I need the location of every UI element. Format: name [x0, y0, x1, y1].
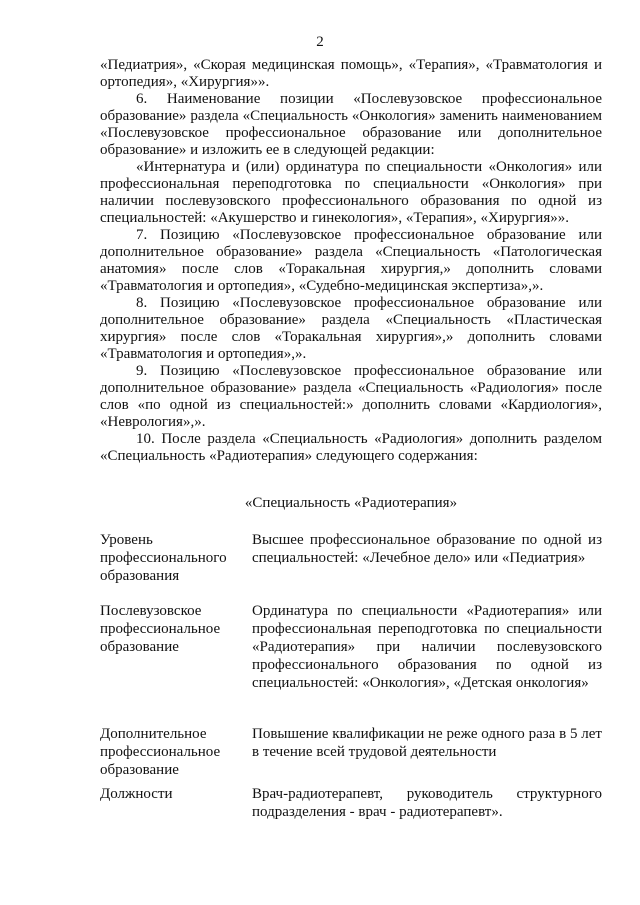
paragraph-item-10: 10. После раздела «Специальность «Радиология» дополнить разделом «Специальность «Радиотерапия» следующего содержания:	[100, 431, 602, 464]
paragraph-item-6: 6. Наименование позиции «Послевузовское профессиональное образование» раздела «Специальность «Онкология» заменить наименованием «Послевузовское профессиональное образование или дополнительное образование» и изложить ее в следующей редакции:	[100, 91, 602, 158]
paragraph-continuation: «Педиатрия», «Скорая медицинская помощь», «Терапия», «Травматология и ортопедия», «Хирургия»».	[100, 57, 602, 90]
row-value: Ординатура по специальности «Радиотерапия» или профессиональная переподготовка по специальности «Радиотерапия» при наличии послевузовского профессионального образования по одной из специальностей: «Онкология», «Детская онкология»	[252, 603, 602, 691]
paragraph-item-8: 8. Позицию «Послевузовское профессиональное образование или дополнительное образование» раздела «Специальность «Пластическая хирургия» после слов «Торакальная хирургия»,» дополнить словами «Травматология и ортопедия»,».	[100, 295, 602, 362]
paragraph-item-7: 7. Позицию «Послевузовское профессиональное образование или дополнительное образование» раздела «Специальность «Патологическая анатомия» после слов «Торакальная хирургия,» дополнить словами «Травматология и ортопедия», «Судебно-медицинская экспертиза»,».	[100, 227, 602, 294]
row-value: Врач-радиотерапевт, руководитель структурного подразделения - врач - радиотерапевт».	[252, 786, 602, 820]
row-value: Высшее профессиональное образование по одной из специальностей: «Лечебное дело» или «Педиатрия»	[252, 532, 602, 566]
document-body	[100, 57, 602, 465]
section-title: «Специальность «Радиотерапия»	[244, 495, 458, 511]
row-label: Уровень профессионального образования	[100, 532, 227, 584]
row-value: Повышение квалификации не реже одного раза в 5 лет в течение всей трудовой деятельности	[252, 726, 602, 760]
paragraph-item-6-quote: «Интернатура и (или) ординатура по специальности «Онкология» или профессиональная переподготовка по специальности «Онкология» при наличии послевузовского профессионального образования по одной из специальностей: «Акушерство и гинекология», «Терапия», «Хирургия»».	[100, 159, 602, 226]
row-label: Послевузовское профессиональное образование	[100, 603, 221, 655]
paragraph-item-9: 9. Позицию «Послевузовское профессиональное образование или дополнительное образование» раздела «Специальность «Радиология» после слов «по одной из специальностей:» дополнить словами «Кардиология», «Неврология»,».	[100, 363, 602, 430]
row-label: Дополнительное профессиональное образование	[100, 726, 221, 778]
row-label: Должности	[100, 786, 173, 802]
page-number: 2	[316, 34, 324, 50]
